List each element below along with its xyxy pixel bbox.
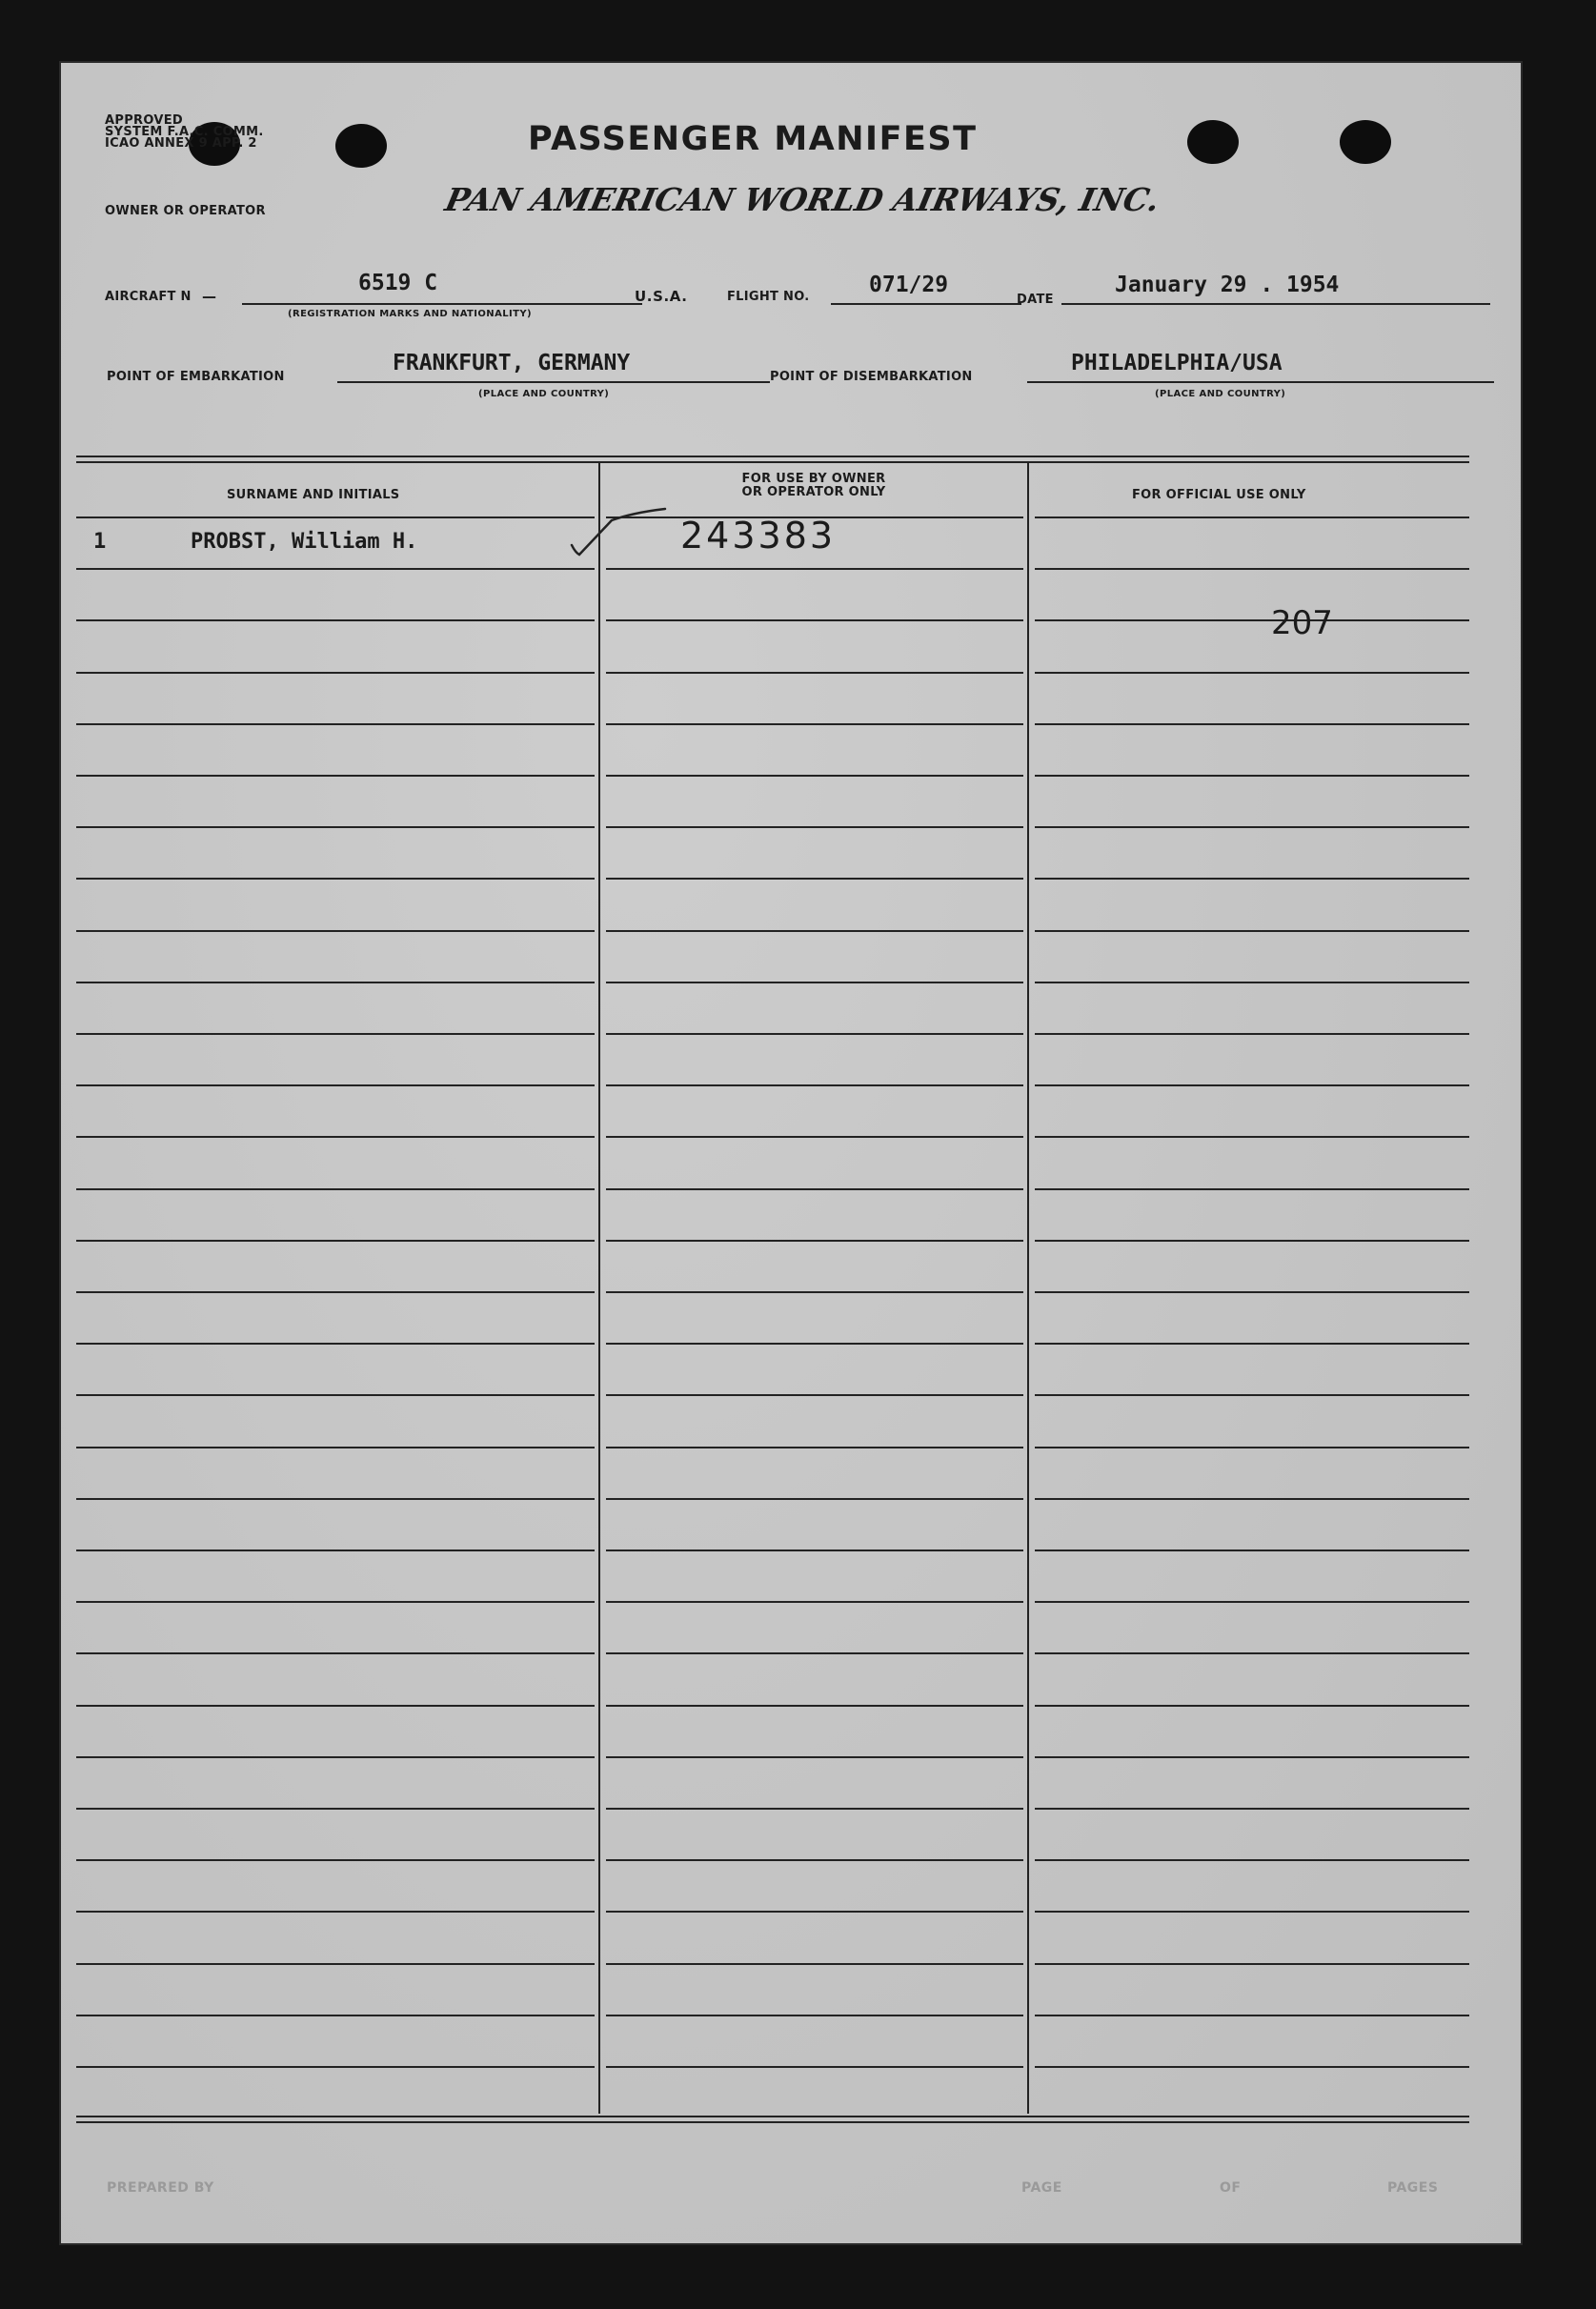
date-value: January 29 . 1954 [1115,273,1340,297]
row-line [606,1291,1023,1293]
embarkation-value: FRANKFURT, GERMANY [393,351,631,375]
row-line [1035,1498,1469,1500]
row-line [76,1188,595,1190]
row-line [1035,1291,1469,1293]
row-line [76,1084,595,1086]
page-label: PAGE [1021,2180,1062,2196]
aircraft-value: 6519 C [358,271,438,295]
aircraft-label: AIRCRAFT N [105,290,192,304]
row-line [606,723,1023,725]
punch-hole [335,124,387,168]
passenger-name: PROBST, William H. [191,530,418,554]
row-line [606,1240,1023,1242]
row-line [76,982,595,983]
row-line [76,672,595,674]
row-line [606,1188,1023,1190]
row-line [1035,1447,1469,1448]
disembarkation-caption: (PLACE AND COUNTRY) [1155,389,1286,399]
row-line [76,1756,595,1758]
manifest-page: APPROVED SYSTEM F.A.C. COMM. ICAO ANNEX 9 APP. 2 PASSENGER MANIFEST OWNER OR OPERATOR PAN AMERICAN WORLD AIRWAYS, INC. AIRCRAFT N — 6519 C (REGISTRATION MARKS AND NATIONALITY) U.S.A. FLIGHT NO. 071/29 DATE January 29 . 1954 POINT OF EMBARKATION FRANKFURT, GERMANY (PLACE AND COUNTRY) POINT OF DISEMBARKATION PHILADELPHIA/USA (PLACE AND COUNTRY) SURNAME AND INITIALS FOR USE BY OWNER OR OPERATOR ONLY FOR OFFICIAL USE ONLY 1 PROBST, William H. 243383 207 PREPARED BY PAGE OF PAGES [61,63,1521,2243]
row-line [606,1033,1023,1035]
row-line [76,2015,595,2016]
approval-line: ICAO ANNEX 9 APP. 2 [105,136,257,151]
row-line [606,1394,1023,1396]
row-line [76,1808,595,1810]
row-line [606,1963,1023,1965]
row-line [1035,672,1469,674]
row-line [606,982,1023,983]
row-line [606,2066,1023,2068]
row-line [1035,930,1469,932]
row-line [1035,775,1469,777]
row-line [606,1808,1023,1810]
row-line [76,930,595,932]
approval-note [105,115,264,150]
embarkation-caption: (PLACE AND COUNTRY) [478,389,610,399]
row-line [76,1136,595,1138]
row-line [606,619,1023,621]
flight-no-label: FLIGHT NO. [727,290,810,304]
row-line [606,1756,1023,1758]
row-line [1035,1136,1469,1138]
row-line [606,2015,1023,2016]
row-line [76,1498,595,1500]
column-header-owner [718,473,909,499]
form-title: PASSENGER MANIFEST [528,120,978,158]
row-line [76,1601,595,1603]
punch-hole [1340,120,1391,164]
row-line [606,1084,1023,1086]
row-line [606,930,1023,932]
checkmark-icon [566,505,680,562]
row-line [1035,1652,1469,1654]
row-line [1035,516,1469,518]
disembarkation-label: POINT OF DISEMBARKATION [770,370,973,384]
row-line [606,672,1023,674]
row-line [76,568,595,570]
row-line [1035,1963,1469,1965]
row-line [1035,1188,1469,1190]
row-line [606,1343,1023,1345]
row-line [606,1136,1023,1138]
pages-label: PAGES [1387,2180,1439,2196]
row-line [76,775,595,777]
row-line [606,1601,1023,1603]
flight-no-value: 071/29 [869,273,949,297]
punch-hole [1187,120,1239,164]
row-line [76,1652,595,1654]
owner-number: 243383 [680,515,837,557]
row-line [606,1549,1023,1551]
embarkation-label: POINT OF EMBARKATION [107,370,285,384]
registration-caption: (REGISTRATION MARKS AND NATIONALITY) [288,309,532,319]
row-line [606,1859,1023,1861]
row-line [76,1240,595,1242]
row-line [1035,1549,1469,1551]
official-number: 207 [1271,604,1333,642]
row-line [1035,1084,1469,1086]
row-line [1035,619,1469,621]
date-label: DATE [1017,293,1054,307]
row-line [76,723,595,725]
row-line [606,1911,1023,1913]
approval-line: APPROVED [105,113,183,128]
prepared-by-label: PREPARED BY [107,2180,214,2196]
approval-line: SYSTEM F.A.C. COMM. [105,125,264,139]
row-line [1035,982,1469,983]
column-header-owner-line: OR OPERATOR ONLY [741,485,886,499]
column-header-owner-line: FOR USE BY OWNER [741,472,886,486]
row-line [76,1963,595,1965]
row-line [76,619,595,621]
row-line [76,1705,595,1707]
row-line [1035,2066,1469,2068]
row-line [76,878,595,880]
row-line [76,826,595,828]
row-line [1035,568,1469,570]
row-line [1035,1033,1469,1035]
row-line [1035,723,1469,725]
row-line [76,1291,595,1293]
row-line [76,1394,595,1396]
row-number: 1 [93,530,107,554]
country-label: U.S.A. [635,288,688,305]
row-line [606,826,1023,828]
row-line [76,1033,595,1035]
disembarkation-value: PHILADELPHIA/USA [1071,351,1283,375]
row-line [1035,1601,1469,1603]
row-line [1035,1343,1469,1345]
column-header-official: FOR OFFICIAL USE ONLY [1132,488,1306,502]
row-line [606,1498,1023,1500]
row-line [1035,1756,1469,1758]
company-name: PAN AMERICAN WORLD AIRWAYS, INC. [441,181,1163,218]
row-line [76,1911,595,1913]
row-line [606,568,1023,570]
row-line [76,2066,595,2068]
row-line [606,878,1023,880]
of-label: OF [1220,2180,1242,2196]
row-line [606,775,1023,777]
row-line [1035,1859,1469,1861]
row-line [1035,1705,1469,1707]
row-line [1035,826,1469,828]
row-line [1035,1808,1469,1810]
row-line [76,1447,595,1448]
row-line [606,1652,1023,1654]
row-line [76,1343,595,1345]
row-line [1035,1911,1469,1913]
row-line [1035,2015,1469,2016]
row-line [76,1859,595,1861]
owner-label: OWNER OR OPERATOR [105,204,266,218]
row-line [606,1705,1023,1707]
row-line [1035,1394,1469,1396]
row-line [76,516,595,518]
row-line [1035,1240,1469,1242]
row-line [76,1549,595,1551]
row-line [1035,878,1469,880]
row-line [606,1447,1023,1448]
column-header-surname: SURNAME AND INITIALS [227,488,400,502]
